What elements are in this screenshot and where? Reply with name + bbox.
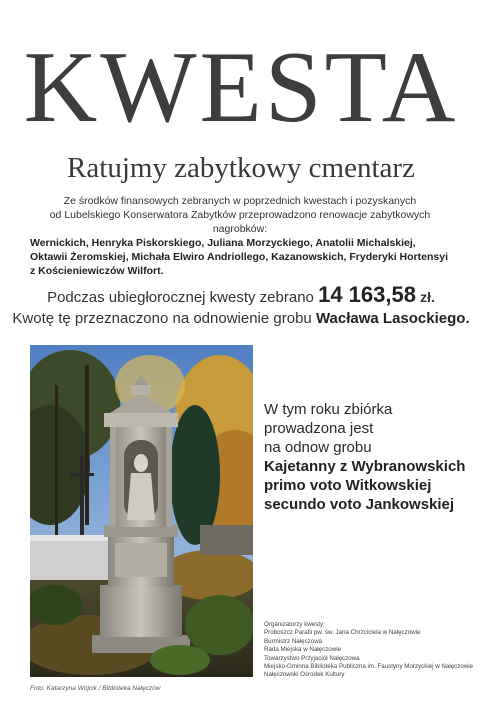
- cemetery-photo: [30, 345, 253, 677]
- current-collection-info: [264, 400, 474, 514]
- poster-title: KWESTA: [23, 31, 459, 144]
- purpose-name: Wacława Lasockiego.: [315, 310, 470, 327]
- collection-currency: zł.: [420, 289, 435, 305]
- organizer-item: Rada Miejska w Nałęczowie: [264, 646, 342, 654]
- collection-purpose: [0, 310, 482, 327]
- collection-amount: 14 163,58: [318, 282, 416, 307]
- collection-prefix: Podczas ubiegłorocznej kwesty zebrano: [47, 289, 314, 306]
- current-grave-name-3: secundo voto Jankowskiej: [264, 496, 455, 513]
- intro-line-1: Ze środków finansowych zebranych w poprzednich kwestach i pozyskanych: [63, 195, 417, 207]
- current-grave-name-2: primo voto Witkowskiej: [264, 477, 432, 494]
- intro-paragraph: [30, 194, 450, 278]
- current-line-2: prowadzona jest: [264, 420, 374, 437]
- organizers-heading: Organizatorzy kwesty:: [264, 621, 325, 628]
- collection-summary: [0, 282, 482, 308]
- restored-graves-list-1: Wernickich, Henryka Piskorskiego, Juliana Morzyckiego, Anatolii Michalskiej,: [30, 237, 416, 249]
- organizer-item: Nałęczowski Ośrodek Kultury: [264, 671, 345, 679]
- organizers-block: [264, 621, 479, 680]
- organizer-item: Proboszcz Parafii pw. św. Jana Chrzciciela w Nałęczowie: [264, 629, 421, 637]
- intro-line-2: od Lubelskiego Konserwatora Zabytków przeprowadzono renowacje zabytkowych nagrobków:: [49, 209, 431, 235]
- current-grave-name-1: Kajetanny z Wybranowskich: [264, 458, 466, 475]
- purpose-prefix: Kwotę tę przeznaczono na odnowienie grobu: [12, 310, 312, 327]
- current-line-1: W tym roku zbiórka: [264, 401, 393, 418]
- organizer-item: Miejsko-Gminna Biblioteka Publiczna im. Faustyny Morzyckiej w Nałęczowie: [264, 663, 474, 671]
- organizer-item: Towarzystwo Przyjaciół Nałęczowa: [264, 654, 360, 662]
- organizer-item: Burmistrz Nałęczowa: [264, 637, 323, 645]
- restored-graves-list-3: z Kościeniewiczów Wilfort.: [30, 265, 164, 277]
- restored-graves-list-2: Oktawii Żeromskiej, Michała Elwiro Andriollego, Kazanowskich, Fryderyki Hortensyi: [30, 251, 448, 263]
- current-line-3: na odnow grobu: [264, 439, 372, 456]
- photo-caption: Foto: Katarzyna Wójcik / Biblioteka Nałęczów: [30, 685, 161, 692]
- poster-subtitle: Ratujmy zabytkowy cmentarz: [67, 152, 415, 184]
